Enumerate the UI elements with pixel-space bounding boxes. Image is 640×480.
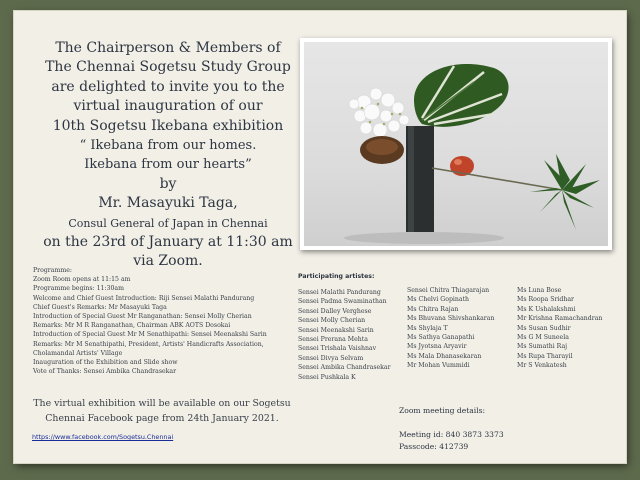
programme-line: Welcome and Chief Guest Introduction: Riji Sensei Malathi Pandurang [33,294,255,302]
artist-name: Ms Luna Bose [517,287,562,294]
artist-name: Sensei Divya Selvam [298,354,364,362]
programme-line: Cholamandal Artists' Village [33,349,123,357]
artists-heading: Participating artistes: [298,273,375,280]
zoom-heading: Zoom meeting details: [399,406,486,415]
artists-column-2 [407,286,494,371]
artist-name: Sensei Pushkala K [298,373,356,381]
programme-line: Introduction of Special Guest Mr M Senathipathi: Sensei Meenakshi Sarin [33,331,267,339]
artist-name: Mr S Venkatesh [517,362,567,370]
programme-line: Programme begins: 11:30am [33,285,124,293]
virtual-note-line: Chennai Facebook page from 24th January 2021. [45,413,279,424]
zoom-passcode: Passcode: 412739 [399,442,469,451]
artist-name: Sensei Chitra Thiagarajan [407,287,490,294]
virtual-exhibition-note [32,396,292,426]
artist-name: Ms Shylaja T [407,324,448,332]
artist-name: Mr Mohan Vummidi [407,362,470,370]
artist-name: Sensei Molly Cherian [298,317,366,325]
artist-name: Sensei Meenakshi Sarin [298,326,374,334]
invite-line: virtual inauguration of our [73,98,263,115]
artist-name: Ms Sumathi Raj [517,343,568,351]
artist-name: Ms Chitra Rajan [407,305,459,313]
programme-line: Remarks: Mr M Senathipathi, President, Artists' Handicrafts Association, [33,340,264,348]
invite-line: are delighted to invite you to the [51,78,285,95]
artist-name: Mr Krishna Ramachandran [517,315,603,323]
artists-column-1 [298,288,391,382]
artist-name: Ms K Ushalakshmi [517,305,576,313]
artist-name: Sensei Ambika Chandrasekar [298,364,391,372]
artist-name: Ms Sathya Ganapathi [407,334,475,342]
event-date: on the 23rd of January at 11:30 am [43,234,293,251]
invite-line: 10th Sogetsu Ikebana exhibition [52,117,284,134]
facebook-link[interactable]: https://www.facebook.com/Sogetsu.Chennai [32,433,174,441]
programme-line: Zoom Room opens at 11:15 am [33,276,131,284]
artist-name: Sensei Padma Swaminathan [298,298,387,306]
artist-name: Ms Bhuvana Shivshankaran [407,315,495,323]
zoom-spacer [399,417,504,429]
programme-line: Inauguration of the Exhibition and Slide show [33,359,178,367]
artist-name: Sensei Dalley Verghese [298,307,372,315]
invitation-text [24,39,312,272]
artist-name: Ms Mala Dhanasekaran [407,352,482,360]
ikebana-arrangement-illustration [304,42,608,246]
chief-guest-name: Mr. Masayuki Taga, [98,195,238,212]
event-medium: via Zoom. [133,253,203,270]
zoom-details [399,405,504,453]
artist-name: Ms Rupa Tharayil [517,352,573,360]
artist-name: Sensei Malathi Pandurang [298,289,381,296]
artist-name: Ms Jyotsna Aryavir [407,343,467,351]
programme-list [33,266,313,376]
artist-name: Ms Susan Sudhir [517,324,571,332]
programme-line: Programme: [33,267,72,274]
artists-column-3 [517,286,602,371]
artist-name: Ms Roopa Sridhar [517,296,574,304]
invite-line: by [159,175,177,192]
ikebana-photo [300,38,612,250]
invite-line: The Chairperson & Members of [55,40,281,56]
invite-line: Ikebana from our hearts” [84,157,252,173]
artist-name: Sensei Prerana Mehta [298,336,368,344]
programme-line: Chief Guest's Remarks: Mr Masayuki Taga [33,303,167,311]
programme-line: Vote of Thanks: Sensei Ambika Chandrasekar [33,368,177,376]
chief-guest-title: Consul General of Japan in Chennai [68,216,268,230]
artist-name: Ms G M Suneela [517,334,569,342]
virtual-note-line: The virtual exhibition will be available on our Sogetsu [33,398,291,409]
invitation-card [14,11,626,463]
artist-name: Ms Chelvi Gopinath [407,296,470,304]
zoom-meeting-id: Meeting id: 840 3873 3373 [399,430,504,439]
programme-line: Remarks: Mr M R Ranganathan, Chairman ABK AOTS Dosokai [33,322,231,330]
invite-line: The Chennai Sogetsu Study Group [45,59,291,76]
artist-name: Sensei Trishala Vaishnav [298,345,377,353]
programme-line: Introduction of Special Guest Mr Ranganathan: Sensei Molly Cherian [33,313,252,321]
ikebana-image [304,42,608,246]
invite-line: “ Ikebana from our homes. [79,138,257,154]
